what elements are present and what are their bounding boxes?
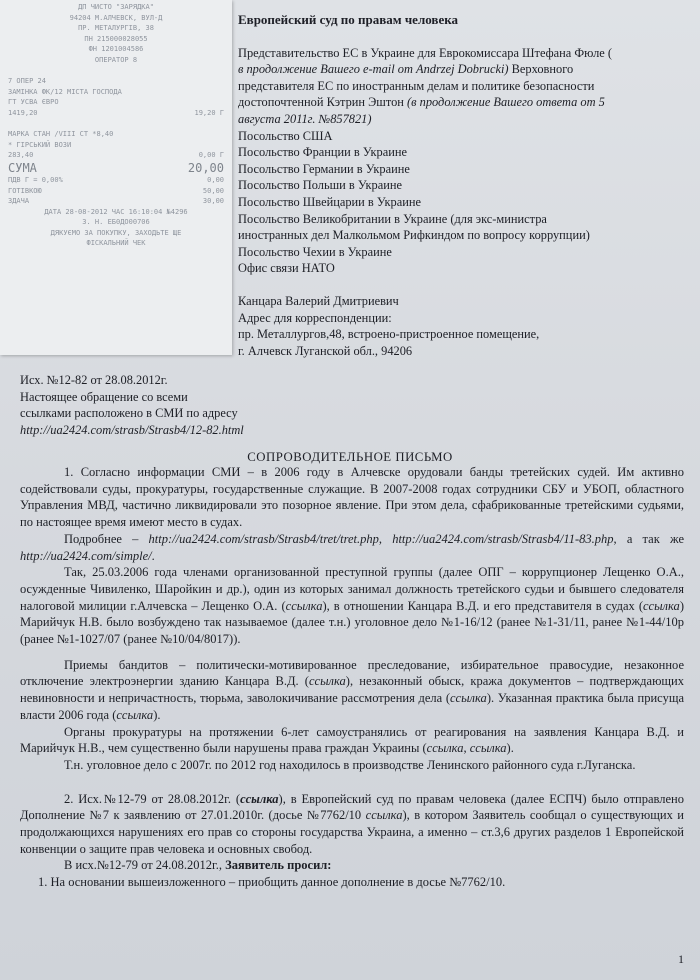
text: ) Марийчук Н.В. было возбуждено так называемое (далее т.н.) уголовное дело №1-16/12 (ранее №1-31/11, ранее №1-44/10р (ранее №1-1027/07 (ранее №10/04/8017)). (20, 598, 684, 647)
receipt-line (8, 66, 224, 77)
letter-title: СОПРОВОДИТЕЛЬНОЕ ПИСЬМО (247, 450, 453, 464)
receipt-line (8, 119, 224, 130)
cash-receipt (0, 0, 232, 355)
receipt-line: ЗАМІНКА ФК/12 МІСТА ГОСПОДА (8, 87, 122, 96)
receipt-line: 0,00 Г (198, 151, 224, 160)
receipt-line: ЗДАЧА (8, 197, 30, 206)
embassy-line: Офис связи НАТО (238, 261, 335, 276)
spacer (20, 648, 684, 657)
embassy-line: Посольство Великобритании в Украине (для экс-министра (238, 211, 547, 226)
addressee-line: Представительство ЕС в Украине для Еврокомиссара Штефана Фюле ( (238, 45, 613, 60)
receipt-line: ГТ УСВА ЄВРО (8, 98, 59, 107)
receipt-line: ФІСКАЛЬНИЙ ЧЕК (86, 239, 146, 248)
receipt-line: ПДВ Г = 0,00% (8, 175, 63, 184)
receipt-sum-value: 20,00 (187, 160, 224, 175)
text: В исх.№12-79 от 24.08.2012г., (64, 858, 226, 873)
text: ), в котором Заявитель сообщал о существующих и продолжающихся нарушениях его прав со стороны государства Украина, а именно – ст.3,6 других разделов 1 Европейской конвенции о защите прав человека и основных свобод. (20, 808, 684, 856)
addressee-block (238, 12, 683, 359)
receipt-line: ФН 1201004586 (88, 45, 144, 54)
ref-text: ссылками расположено в СМИ по адресу (20, 406, 238, 420)
reference-link[interactable]: ссылка (450, 691, 487, 706)
receipt-line: * ГІРСЬКИЙ ВОЗИ (8, 140, 72, 149)
receipt-line: ГОТІВКОЮ (8, 186, 42, 195)
text: . (151, 548, 155, 563)
addressee-line: августа 2011г. №857821) (238, 111, 372, 126)
receipt-line: 0,00 (207, 175, 224, 184)
reference-link[interactable]: ссылка (426, 741, 464, 756)
reference-link[interactable]: ссылка (643, 598, 680, 613)
text: ). (153, 707, 161, 722)
paragraph-2 (20, 531, 684, 564)
receipt-line: ПР. МЕТАЛУРГІВ, 38 (78, 24, 154, 33)
text: ). (506, 741, 514, 756)
receipt-sum-row (8, 161, 224, 175)
receipt-line: 50,00 (202, 186, 224, 195)
receipt-line: 7 ОПЕР 24 (8, 77, 46, 86)
addressee-text: достопочтенной Кэтрин Эштон (238, 95, 408, 110)
text: ). Указанная практика была присуща власти 2006 года ( (20, 691, 684, 722)
paragraph-7 (20, 791, 684, 858)
reference-link[interactable]: ссылка (469, 741, 507, 756)
text: ), незаконный обыск, кража документов – подтверждающих невиновности и непричастность, тюрьма, заволокичивание рассмотрения дела ( (20, 674, 684, 706)
embassy-line: Посольство США (238, 128, 333, 143)
embassy-line: Посольство Швейцарии в Украине (238, 194, 421, 209)
text: 2. Исх.№12-79 от 28.08.2012г. ( (64, 791, 241, 806)
receipt-line: ДЯКУЄМО ЗА ПОКУПКУ, ЗАХОДЬТЕ ЩЕ (50, 228, 182, 237)
receipt-row (8, 108, 224, 119)
sender-block (238, 293, 683, 359)
text: Подробнее – (64, 531, 149, 546)
receipt-row (8, 196, 224, 207)
url-link[interactable]: http://ua2424.com/strasb/Strasb4/11-83.php (392, 531, 614, 546)
receipt-line: ПН 215000028055 (84, 34, 148, 43)
receipt-row (8, 175, 224, 186)
paragraph-4 (20, 657, 684, 724)
receipt-line: 19,20 Г (194, 108, 224, 117)
addressee-note: в продолжение Вашего e-mail от Andrzej Dobrucki) (238, 62, 509, 77)
receipt-line: ДП ЧИСТО "ЗАРЯДКА" (78, 3, 154, 11)
letter-body (20, 464, 684, 891)
page-number: 1 (678, 952, 684, 966)
spacer (20, 774, 684, 791)
receipt-line: 30,00 (202, 197, 224, 206)
text: , а так же (613, 531, 684, 546)
paragraph-5 (20, 724, 684, 757)
text: Так, 25.03.2006 года членами организованной преступной группы (далее ОПГ – коррупционер Лещенко О.А., осужденные Чивиленко, Шаройкин и др.), один из которых занимал должность третейского судьи и бывшего следователя налоговой милиции г.Алчевска – Лещенко О.А. ( (20, 565, 684, 613)
outgoing-reference (20, 372, 320, 438)
reference-link[interactable]: ссылка (285, 598, 323, 613)
receipt-line: ОПЕРАТОР 8 (94, 55, 138, 64)
addressee-note: (в продолжение Вашего ответа от 5 (407, 95, 605, 110)
embassy-line: Посольство Франции в Украине (238, 145, 408, 160)
sender-address-line: г. Алчевск Луганской обл., 94206 (238, 343, 413, 358)
receipt-row (8, 150, 224, 161)
paragraph-1: 1. Согласно информации СМИ – в 2006 году в Алчевске орудовали банды третейских судей. Им активно содействовали суды, прокуратуры, государственные служащие. В 2007-2008 годах сотрудники СБУ и УБОП, областного Управления МВД, частично ликвидировали это позорное явление. При этом дела, сфабрикованные третейскими судьями, по настоящее время имеют место в судах. (20, 465, 684, 530)
addressee-text: Верховного (508, 62, 574, 77)
receipt-line (8, 249, 224, 260)
paragraph-9: 1. На основании вышеизложенного – приобщить данное дополнение в досье №7762/10. (38, 875, 506, 890)
text: Органы прокуратуры на протяжении 6-лет самоустранялись от реагирования на заявления Канцара В.Д. и Марийчук Н.В., чем существенно были нарушены права граждан Украины ( (20, 724, 684, 756)
ref-text: Настоящее обращение со всеми (20, 389, 188, 404)
embassy-line: Посольство Чехии в Украине (238, 244, 392, 259)
receipt-line: З. Н. ЕБ0ДО00706 (82, 218, 150, 227)
paragraph-6: Т.н. уголовное дело с 2007г. по 2012 год находилось в производстве Ленинского районного суда г.Луганска. (64, 757, 636, 772)
paragraph-8 (20, 857, 684, 874)
reference-link[interactable]: ссылка (308, 674, 346, 689)
receipt-sum-label: СУМА (8, 160, 37, 175)
ref-url-link[interactable]: http://ua2424.com/strasb/Strasb4/12-82.html (20, 422, 244, 437)
reference-link[interactable]: ссылка (116, 707, 154, 722)
addressee-line: представителя ЕС по иностранным делам и политике безопасности (238, 78, 595, 93)
text: , (463, 741, 470, 756)
text: ), в отношении Канцара В.Д. и его представителя в судах ( (322, 598, 643, 613)
text: , (378, 531, 393, 546)
paragraph-3 (20, 564, 684, 648)
embassy-line: Посольство Германии в Украине (238, 161, 410, 176)
receipt-line: ДАТА 28-08-2012 ЧАС 16:10:04 №4296 (44, 207, 188, 216)
text: ), в Европейский суд по правам человека (далее ЕСПЧ) было отправлено Дополнение №7 к заявлению от 27.01.2010г. (досье №7762/10 (20, 791, 684, 823)
receipt-line: МАРКА СТАН /VIII СТ *8,40 (8, 130, 114, 139)
embassy-line: Посольство Польши в Украине (238, 178, 402, 193)
reference-link[interactable]: ссылка (365, 808, 403, 823)
receipt-row (8, 186, 224, 197)
addressee-line (238, 61, 683, 78)
receipt-line: 94204 М.АЛЧЕВСК, ВУЛ-Д (69, 13, 163, 22)
sender-address-line: пр. Металлургов,48, встроено-пристроенное помещение, (238, 327, 540, 342)
embassy-line: иностранных дел Малкольмом Рифкиндом по вопросу коррупции) (238, 228, 590, 243)
text: Приемы бандитов – политически-мотивированное преследование, избирательное правосудие, незаконное отключение электроэнергии зданию Канцара В.Д. ( (20, 657, 684, 689)
receipt-line: 1419,20 (8, 108, 38, 117)
addressee-line (238, 94, 683, 111)
url-link[interactable]: http://ua2424.com/simple/ (20, 548, 152, 563)
reference-link[interactable]: ссылка (240, 791, 279, 806)
request-heading: Заявитель просил: (225, 858, 332, 873)
court-heading: Европейский суд по правам человека (238, 12, 459, 27)
ref-number: Исх. №12-82 от 28.08.2012г. (20, 373, 168, 387)
url-link[interactable]: http://ua2424.com/strasb/Strasb4/tret/tret.php (148, 531, 379, 546)
sender-name: Канцара Валерий Дмитриевич (238, 293, 399, 308)
sender-address-label: Адрес для корреспонденции: (238, 310, 392, 325)
receipt-line: 283,40 (8, 151, 34, 160)
